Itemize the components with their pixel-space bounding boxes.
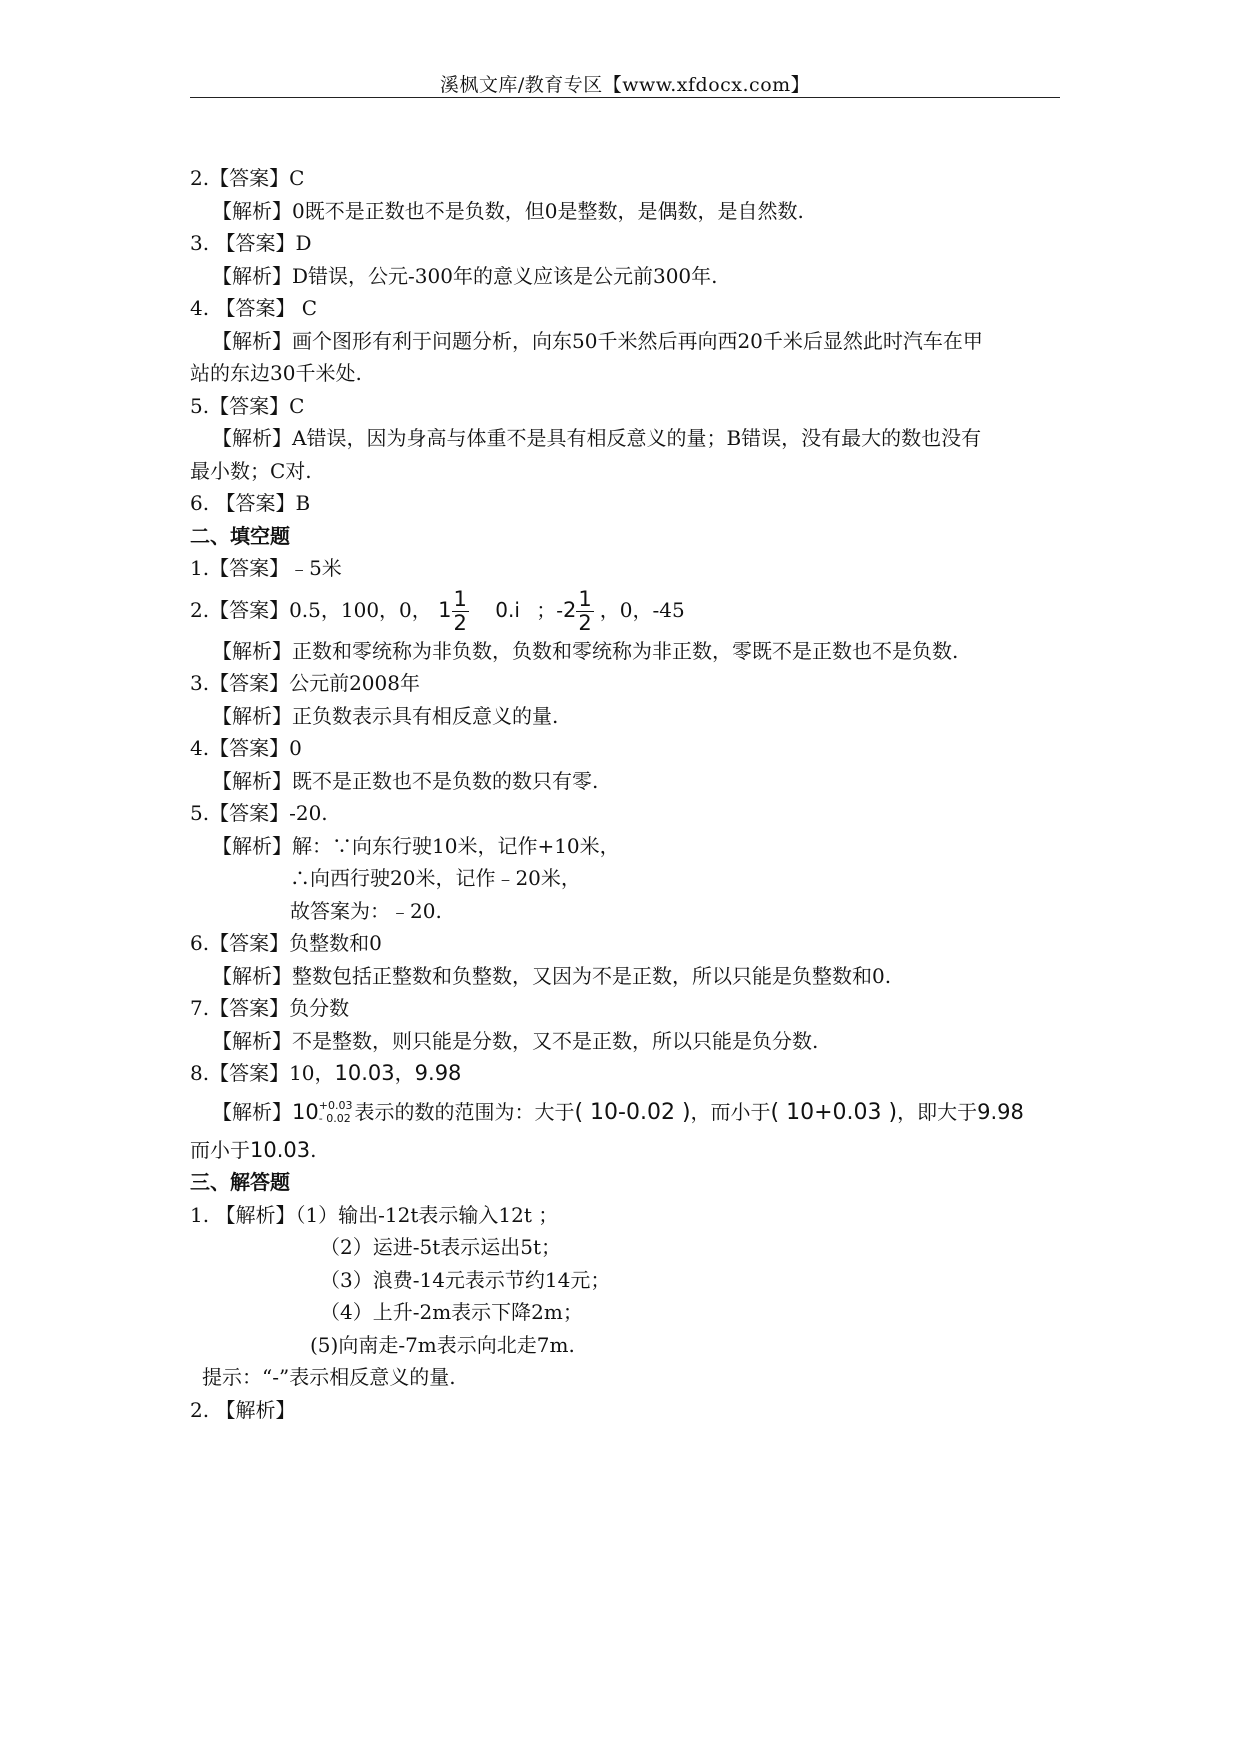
explanation-line: （3）浪费-14元表示节约14元；: [320, 1267, 611, 1292]
explanation-line: ∴向西行驶20米，记作﹣20米，: [290, 866, 581, 890]
superscript: +0.03: [318, 1099, 353, 1113]
explanation-text: ，即大于: [897, 1099, 978, 1124]
fraction-numerator: 1: [578, 587, 592, 612]
explanation-line: 【解析】画个图形有利于问题分析，向东50千米然后再向西20千米后显然此时汽车在甲: [212, 328, 983, 353]
explanation-line: (5)向南走-7m表示向北走7m.: [310, 1332, 575, 1357]
explanation-line: 【解析】正负数表示具有相反意义的量.: [212, 703, 559, 728]
answer-text: 2.【答案】0.5，100，0，: [190, 597, 432, 622]
repeating-decimal: 0.i: [495, 597, 520, 622]
header-rule: [190, 97, 1060, 98]
explanation-text: 表示的数的范围为：大于: [354, 1099, 575, 1124]
answer-line: 1.【答案】﹣5米: [190, 556, 342, 580]
answer-line-with-fractions: [190, 585, 1070, 635]
explanation-text: .: [310, 1137, 317, 1162]
explanation-line: （4）上升-2m表示下降2m；: [320, 1300, 583, 1324]
explanation-line: 【解析】A错误，因为身高与体重不是具有相反意义的量；B错误，没有最大的数也没有: [212, 426, 982, 450]
math-value: 10.03: [334, 1061, 395, 1085]
hint-line: 提示：“-”表示相反意义的量.: [202, 1365, 456, 1389]
answer-line: 6.【答案】负整数和0: [190, 931, 382, 955]
math-base: 10: [292, 1099, 319, 1124]
explanation-line: 站的东边30千米处.: [190, 361, 362, 385]
explanation-line: 【解析】正数和零统称为非负数，负数和零统称为非正数，零既不是正数也不是负数.: [212, 638, 959, 663]
explanation-line: 【解析】整数包括正整数和负整数，又因为不是正数，所以只能是负整数和0.: [212, 963, 892, 988]
explanation-line: 2. 【解析】: [190, 1397, 296, 1422]
section-heading: 二、填空题: [190, 523, 290, 548]
answer-text: ；-: [536, 597, 564, 622]
explanation-line-math: [190, 1090, 1070, 1134]
answer-text: 8.【答案】10，: [190, 1061, 335, 1085]
explanation-line: 【解析】既不是正数也不是负数的数只有零.: [212, 768, 599, 793]
explanation-line: 【解析】不是整数，则只能是分数，又不是正数，所以只能是负分数.: [212, 1028, 819, 1053]
answer-line: 3.【答案】公元前2008年: [190, 671, 420, 695]
fraction: [452, 588, 469, 633]
answer-line: [190, 1057, 1070, 1090]
math-value: 9.98: [977, 1099, 1024, 1124]
explanation-line: （2）运进-5t表示运出5t；: [320, 1235, 562, 1259]
answer-text: ，: [394, 1061, 415, 1085]
subscript: - 0.02: [318, 1112, 351, 1125]
mixed-number-whole: 2: [563, 597, 577, 622]
explanation-label: 【解析】: [212, 1099, 292, 1124]
answer-line: 5.【答案】C: [190, 393, 305, 418]
explanation-line-math: [190, 1134, 1070, 1167]
section-heading: 三、解答题: [190, 1170, 290, 1194]
fraction-denominator: 2: [453, 610, 467, 635]
answer-text: ，0，-45: [599, 597, 685, 622]
explanation-line: 【解析】0既不是正数也不是负数，但0是整数，是偶数，是自然数.: [212, 198, 804, 223]
explanation-line: 故答案为：﹣20.: [290, 898, 442, 923]
document-body: [190, 162, 1070, 1426]
fraction: [576, 588, 593, 633]
explanation-line: 【解析】D错误，公元-300年的意义应该是公元前300年.: [212, 263, 718, 288]
explanation-text: ，而小于: [690, 1099, 771, 1124]
answer-line: 4. 【答案】 C: [190, 296, 318, 320]
tolerance-script: [319, 1100, 353, 1125]
explanation-line: 【解析】解：∵向东行驶10米，记作+10米，: [212, 833, 620, 858]
answer-line: 4.【答案】0: [190, 736, 302, 760]
answer-line: 5.【答案】-20.: [190, 801, 328, 825]
answer-line: 3. 【答案】D: [190, 231, 312, 255]
fraction-denominator: 2: [578, 610, 592, 635]
answer-line: 2.【答案】C: [190, 166, 305, 190]
mixed-number-whole: 1: [438, 597, 452, 622]
answer-line: 7.【答案】负分数: [190, 996, 350, 1020]
explanation-line: 1. 【解析】（1）输出-12t表示输入12t ；: [190, 1202, 559, 1227]
math-value: 9.98: [414, 1061, 462, 1085]
answer-line: 6. 【答案】B: [190, 491, 311, 515]
page-header-title: 溪枫文库/教育专区【www.xfdocx.com】: [439, 74, 811, 96]
explanation-text: 而小于: [190, 1137, 250, 1162]
explanation-line: 最小数；C对.: [190, 458, 312, 483]
math-expression: ( 10+0.03 ): [770, 1099, 898, 1125]
fraction-numerator: 1: [453, 587, 467, 612]
math-expression: ( 10-0.02 ): [574, 1099, 691, 1125]
math-value: 10.03: [250, 1137, 311, 1162]
